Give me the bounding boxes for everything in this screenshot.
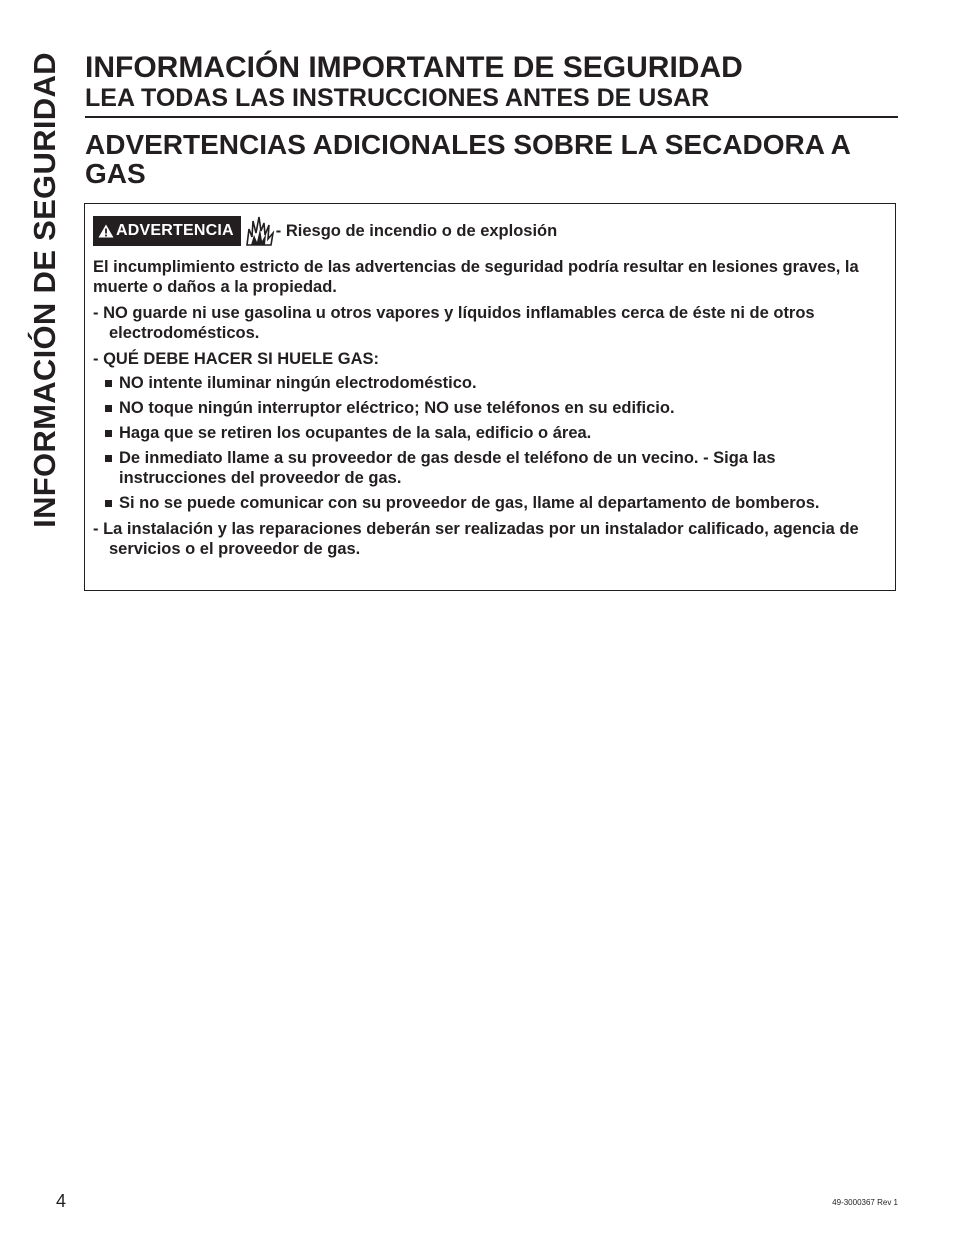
warning-header xyxy=(93,215,885,247)
document-code: 49-3000367 Rev 1 xyxy=(832,1198,898,1207)
smell-gas-heading: - QUÉ DEBE HACER SI HUELE GAS: xyxy=(93,350,380,368)
bullet-square-icon xyxy=(105,430,112,437)
bullet-square-icon xyxy=(105,500,112,507)
header-divider xyxy=(85,116,898,118)
bullet-square-icon xyxy=(105,380,112,387)
warning-item-installation: - La instalación y las reparaciones deberán ser realizadas por un instalador calificado, agencia de servicios o el proveedor de gas. xyxy=(93,520,859,558)
list-item xyxy=(93,373,885,393)
warning-box xyxy=(84,203,896,591)
hazard-text: - Riesgo de incendio o de explosión xyxy=(275,222,558,240)
warning-intro: El incumplimiento estricto de las advertencias de seguridad podría resultar en lesiones graves, la muerte o daños a la propiedad. xyxy=(93,258,859,296)
section-title: ADVERTENCIAS ADICIONALES SOBRE LA SECADORA A GAS xyxy=(85,129,850,189)
bullet-square-icon xyxy=(105,405,112,412)
bullet-square-icon xyxy=(105,455,112,462)
warning-triangle-icon xyxy=(98,224,114,238)
side-tab-label: INFORMACIÓN DE SEGURIDAD xyxy=(27,52,62,528)
side-section-tab xyxy=(27,52,62,528)
warning-item-gasoline: - NO guarde ni use gasolina u otros vapores y líquidos inflamables cerca de éste ni de otros electrodomésticos. xyxy=(93,304,815,342)
list-item-text: Si no se puede comunicar con su proveedor de gas, llame al departamento de bomberos. xyxy=(119,494,820,512)
page-subtitle: LEA TODAS LAS INSTRUCCIONES ANTES DE USAR xyxy=(85,84,710,112)
list-item-text: De inmediato llame a su proveedor de gas desde el teléfono de un vecino. - Siga las instrucciones del proveedor de gas. xyxy=(119,449,776,487)
list-item xyxy=(93,448,885,488)
fire-explosion-icon xyxy=(245,215,275,247)
warning-badge xyxy=(93,216,241,246)
page-number: 4 xyxy=(56,1191,67,1211)
list-item-text: NO intente iluminar ningún electrodoméstico. xyxy=(119,374,477,392)
list-item-text: NO toque ningún interruptor eléctrico; NO use teléfonos en su edificio. xyxy=(119,399,675,417)
page-header xyxy=(85,52,898,188)
page-title: INFORMACIÓN IMPORTANTE DE SEGURIDAD xyxy=(85,51,743,84)
warning-badge-label: ADVERTENCIA xyxy=(116,222,234,239)
list-item xyxy=(93,398,885,418)
smell-gas-steps xyxy=(93,373,885,513)
list-item xyxy=(93,423,885,443)
list-item xyxy=(93,493,885,513)
list-item-text: Haga que se retiren los ocupantes de la sala, edificio o área. xyxy=(119,424,592,442)
